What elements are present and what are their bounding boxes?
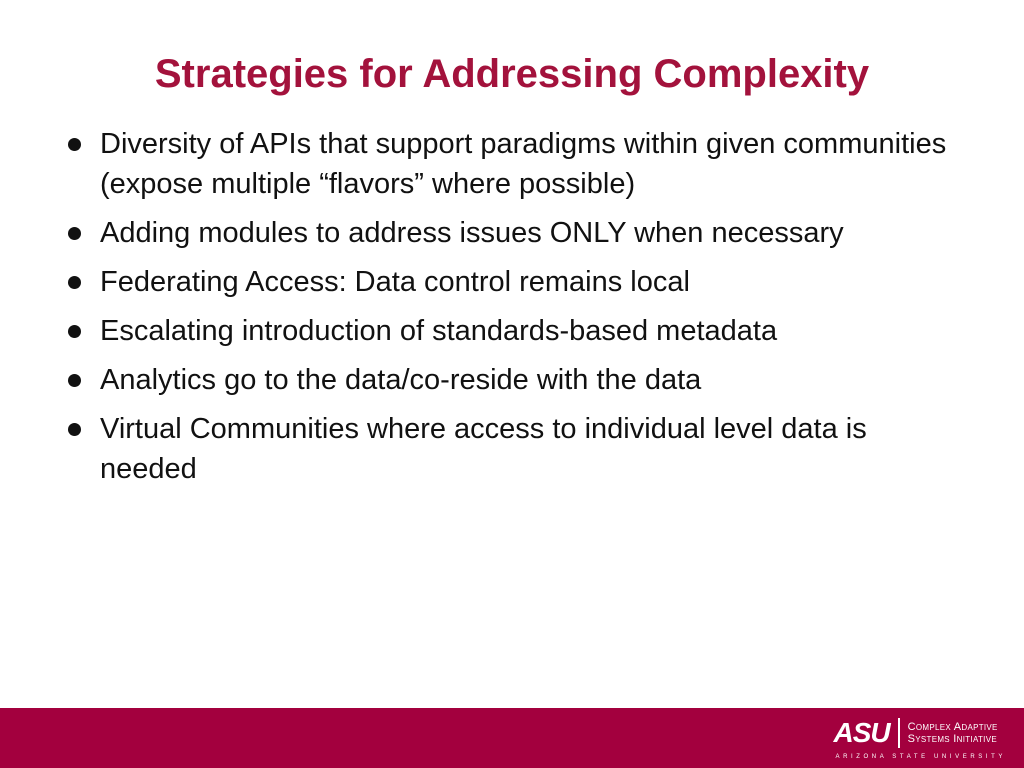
bullet-item xyxy=(60,213,960,253)
bullet-item xyxy=(60,409,960,489)
bullet-text: Federating Access: Data control remains local xyxy=(100,266,690,298)
bullet-item xyxy=(60,124,960,204)
bullet-item xyxy=(60,360,960,400)
bullet-text: Analytics go to the data/co-reside with the data xyxy=(100,364,702,396)
bullet-item xyxy=(60,262,960,302)
slide-title: Strategies for Addressing Complexity xyxy=(154,52,870,96)
logo-row xyxy=(833,718,997,748)
bullet-dot-icon xyxy=(68,423,81,436)
bullet-dot-icon xyxy=(68,138,81,151)
bullet-dot-icon xyxy=(68,325,81,338)
logo-line-1: Complex Adaptive xyxy=(907,721,998,733)
bullet-list xyxy=(60,124,960,498)
logo-subline: ARIZONA STATE UNIVERSITY xyxy=(835,754,1006,760)
footer-bar xyxy=(0,708,1024,768)
bullet-dot-icon xyxy=(68,374,81,387)
bullet-text: Adding modules to address issues ONLY when necessary xyxy=(100,217,844,249)
bullet-item xyxy=(60,311,960,351)
bullet-dot-icon xyxy=(68,276,81,289)
bullet-text: Virtual Communities where access to individual level data is needed xyxy=(100,413,867,485)
asu-complex-adaptive-systems-logo xyxy=(833,718,1006,764)
bullet-text: Diversity of APIs that support paradigms within given communities (expose multiple “flavors” where possible) xyxy=(100,128,947,200)
bullet-dot-icon xyxy=(68,227,81,240)
bullet-text: Escalating introduction of standards-based metadata xyxy=(100,315,778,347)
logo-lines xyxy=(908,721,998,745)
logo-line-2: Systems Initiative xyxy=(907,733,997,745)
asu-logo-mark: ASU xyxy=(833,718,899,748)
